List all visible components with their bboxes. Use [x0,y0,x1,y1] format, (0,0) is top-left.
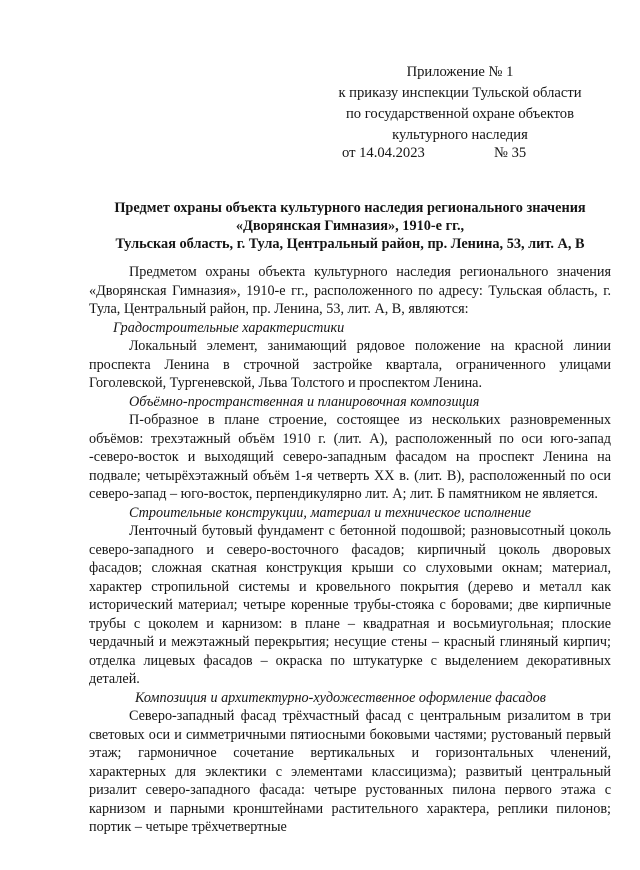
order-number: № 35 [494,145,527,161]
appendix-header [300,62,620,146]
section-heading-construction: Строительные конструкции, материал и техническое исполнение [129,504,532,521]
section-text-facades: Северо-западный фасад трёхчастный фасад с центральным ризалитом в три световых оси и симметричными пятиосными боковыми частями; рустованый первый этаж; гармоничное сочетание вертикальных и горизонтальных членений, характерных для эклектики с элементами классицизма); развитый центральный ризалит северо-западного фасада: четыре рустованных пилона первого этажа с карнизом и парными кронштейнами растительного характера, реплики пилонов; портик – четыре трёхчетвертные [89,708,611,835]
section-text-urban: Локальный элемент, занимающий рядовое положение на красной линии проспекта Ленина в строчной застройке квартала, ограниченного улицами Гоголевской, Тургеневской, Льва Толстого и проспектом Ленина. [89,338,611,391]
title-line-2: «Дворянская Гимназия», 1910-е гг., [235,218,465,234]
appendix-authority-cont: культурного наследия [392,127,528,143]
intro-paragraph: Предметом охраны объекта культурного наследия регионального значения «Дворянская Гимназия», 1910-е гг., расположенного по адресу: Тульская область, г. Тула, Центральный район, пр. Ленина, 53, лит. А, В, являются: [89,264,611,317]
appendix-number: Приложение № 1 [406,64,514,80]
title-line-3: Тульская область, г. Тула, Центральный район, пр. Ленина, 53, лит. А, В [115,236,585,252]
appendix-order-ref: к приказу инспекции Тульской области [338,85,582,101]
order-date: от 14.04.2023 [342,145,425,161]
appendix-authority: по государственной охране объектов [345,106,574,122]
section-heading-composition: Объёмно-пространственная и планировочная композиция [129,393,480,410]
title-line-1: Предмет охраны объекта культурного наследия регионального значения [114,200,586,216]
document-title [70,199,630,253]
section-text-construction: Ленточный бутовый фундамент с бетонной подошвой; разновысотный цоколь северо-западного и северо-восточного фасадов; кирпичный цоколь дворовых фасадов; сложная скатная конструкция крыши со слуховыми окнам; материал, характер стропильной системы и кровельного покрытия (дерево и металл как исторический материал; четыре коренные трубы-стояка с боровами; две кирпичные трубы с цоколем и карнизом: в плане – квадратная и восьмиугольная; плоские чердачный и межэтажный перекрытия; несущие стены – красный глиняный кирпич; отделка лицевых фасадов – окраска по штукатурке с выделением декоративных деталей. [89,523,611,687]
document-body [89,263,611,837]
section-text-composition: П-образное в плане строение, состоящее из нескольких разновременных объёмов: трехэтажный объём 1910 г. (лит. А), расположенный по оси юго-запад -северо-восток и выходящий северо-западным фасадом на проспект Ленина на подвале; четырёхэтажный объём 1-я четверть XX в. (лит. В), расположенный по оси северо-запад – юго-восток, перпендикулярно лит. А; лит. Б памятником не является. [89,412,611,502]
section-heading-facades: Композиция и архитектурно-художественное оформление фасадов [135,689,546,706]
section-heading-urban: Градостроительные характеристики [113,319,345,336]
